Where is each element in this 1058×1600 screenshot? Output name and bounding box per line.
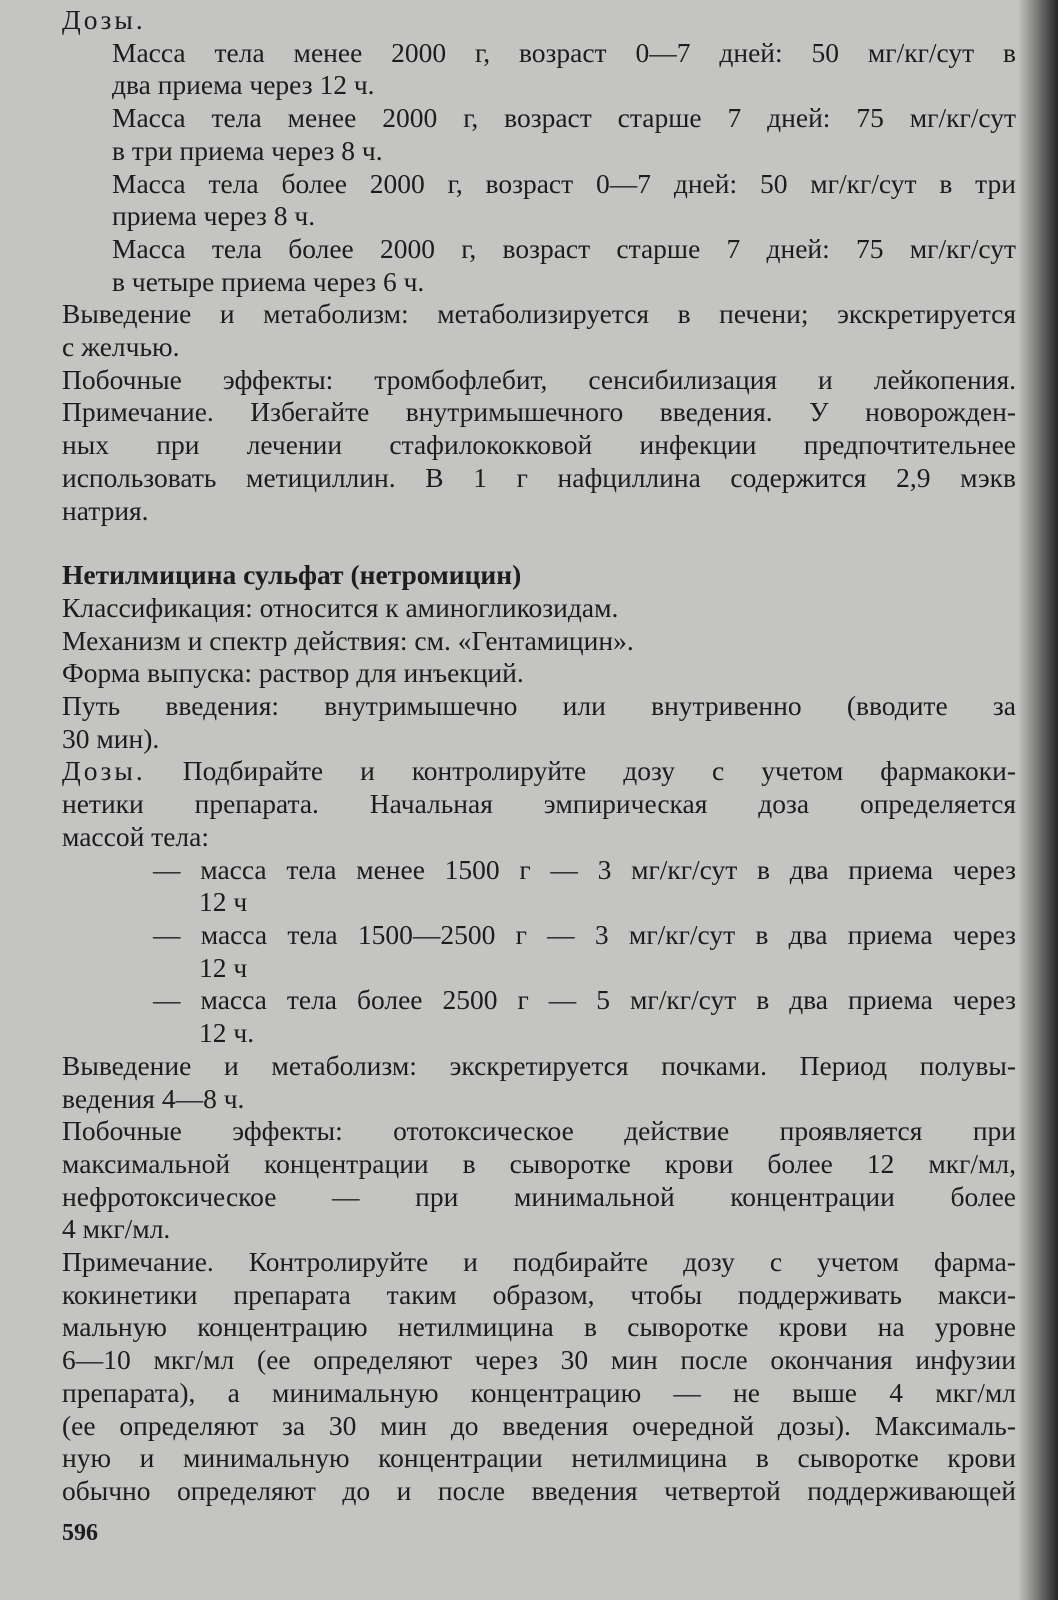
classification-line: Классификация: относится к аминогликозидам.	[62, 591, 619, 623]
dose-line: приема через 8 ч.	[112, 200, 316, 232]
excretion-line: с желчью.	[62, 331, 180, 363]
doses-intro-line: нетики препарата. Начальная эмпирическая доза определяется	[62, 788, 1016, 820]
note-line: (ее определяют за 30 мин до введения очередной дозы). Максималь-	[62, 1409, 1016, 1441]
note-line: Примечание. Избегайте внутримышечного введения. У новорожден-	[62, 396, 1016, 428]
side-effects-line: 4 мкг/мл.	[62, 1213, 171, 1245]
drug-title: Нетилмицина сульфат (нетромицин)	[62, 559, 522, 591]
side-effects-line: нефротоксическое — при минимальной концентрации более	[62, 1180, 1016, 1212]
dose-item-line: 12 ч	[199, 886, 248, 918]
page-edge-shadow	[1018, 0, 1058, 1600]
note-line: использовать метициллин. В 1 г нафциллина содержится 2,9 мэкв	[62, 461, 1016, 493]
dose-line: Масса тела более 2000 г, возраст 0—7 дней: 50 мг/кг/сут в три	[112, 167, 1016, 199]
dose-line: Масса тела более 2000 г, возраст старше 7 дней: 75 мг/кг/сут	[112, 232, 1016, 264]
note-line: кокинетики препарата таким образом, чтобы поддерживать макси-	[62, 1278, 1016, 1310]
dose-line: в три приема через 8 ч.	[112, 134, 383, 166]
dose-item-line: 12 ч.	[199, 1017, 255, 1049]
doses-heading: Дозы.	[62, 4, 146, 35]
dose-line: в четыре приема через 6 ч.	[112, 265, 425, 297]
dose-item-line: — масса тела менее 1500 г — 3 мг/кг/сут в два приема через	[153, 853, 1016, 885]
excretion-line: Выведение и метаболизм: экскретируется почками. Период полувы-	[62, 1049, 1016, 1081]
form-line: Форма выпуска: раствор для инъекций.	[62, 657, 524, 689]
dose-item-line: — масса тела более 2500 г — 5 мг/кг/сут в два приема через	[153, 984, 1016, 1016]
note-line: ных при лечении стафилококковой инфекции предпочтительнее	[62, 429, 1016, 461]
side-effects-line: Побочные эффекты: ототоксическое действие проявляется при	[62, 1115, 1016, 1147]
page-number: 596	[62, 1520, 98, 1546]
dose-line: Масса тела менее 2000 г, возраст старше 7 дней: 75 мг/кг/сут	[112, 102, 1016, 134]
doses-intro-line: массой тела:	[62, 820, 209, 852]
section-gap	[62, 527, 1016, 559]
page-content	[62, 4, 1016, 1508]
note-line: препарата), а минимальную концентрацию — не выше 4 мкг/мл	[62, 1376, 1016, 1408]
doses-intro-line	[62, 755, 1016, 788]
note-line: мальную концентрацию нетилмицина в сыворотке крови на уровне	[62, 1311, 1016, 1343]
dose-line: два приема через 12 ч.	[112, 69, 375, 101]
doses-label: Дозы.	[62, 755, 146, 787]
dose-line: Масса тела менее 2000 г, возраст 0—7 дней: 50 мг/кг/сут в	[112, 36, 1016, 68]
dose-item-line: — масса тела 1500—2500 г — 3 мг/кг/сут в два приема через	[153, 918, 1016, 950]
note-line: обычно определяют до и после введения четвертой поддерживающей	[62, 1474, 1016, 1506]
route-line: Путь введения: внутримышечно или внутривенно (вводите за	[62, 690, 1016, 722]
excretion-line: Выведение и метаболизм: метаболизируется в печени; экскретируется	[62, 298, 1016, 330]
route-line: 30 мин).	[62, 722, 160, 754]
note-line: ную и минимальную концентрации нетилмицина в сыворотке крови	[62, 1442, 1016, 1474]
doses-intro-text: Подбирайте и контролируйте дозу с учетом фармакоки-	[145, 755, 1016, 787]
side-effects-line: максимальной концентрации в сыворотке крови более 12 мкг/мл,	[62, 1147, 1016, 1179]
note-line: Примечание. Контролируйте и подбирайте дозу с учетом фарма-	[62, 1246, 1016, 1278]
excretion-line: ведения 4—8 ч.	[62, 1082, 245, 1114]
mechanism-line: Механизм и спектр действия: см. «Гентамицин».	[62, 624, 634, 656]
note-line: 6—10 мкг/мл (ее определяют через 30 мин после окончания инфузии	[62, 1344, 1016, 1376]
dose-item-line: 12 ч	[199, 951, 248, 983]
side-effects-line: Побочные эффекты: тромбофлебит, сенсибилизация и лейкопения.	[62, 363, 1016, 395]
note-line: натрия.	[62, 494, 149, 526]
